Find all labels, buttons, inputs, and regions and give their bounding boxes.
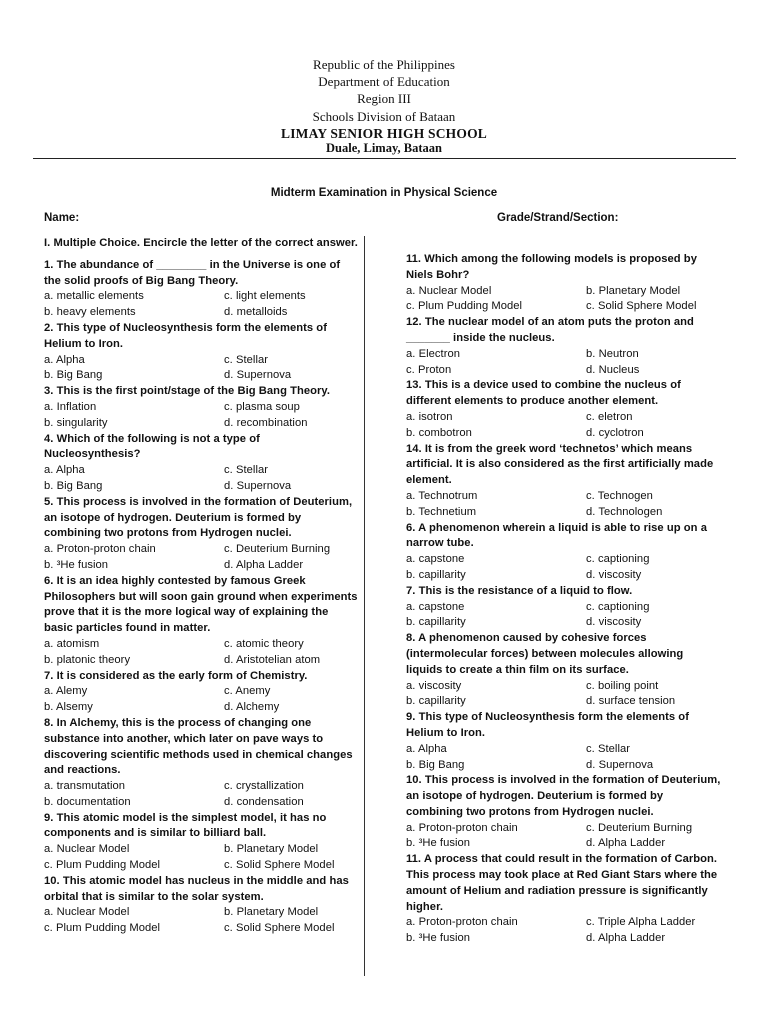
right-question-list bbox=[406, 252, 722, 947]
answer-option[interactable]: a. Alpha bbox=[44, 464, 85, 477]
name-label: Name: bbox=[44, 212, 80, 224]
answer-option[interactable]: a. Alemy bbox=[44, 685, 88, 698]
question-item bbox=[406, 521, 722, 584]
answer-options bbox=[44, 353, 358, 385]
header-line-1: Republic of the Philippines bbox=[313, 57, 455, 72]
answer-option[interactable]: a. Proton-proton chain bbox=[406, 916, 518, 929]
instructions: I. Multiple Choice. Encircle the letter of the correct answer. bbox=[44, 237, 358, 249]
answer-option[interactable]: a. Alpha bbox=[406, 742, 447, 755]
document-header bbox=[0, 56, 768, 156]
answer-options bbox=[406, 347, 722, 379]
answer-option[interactable]: c. Deuterium Burning bbox=[586, 821, 693, 834]
answer-option[interactable]: d. Supernova bbox=[224, 369, 292, 382]
header-line-4: Schools Division of Bataan bbox=[312, 108, 456, 124]
exam-title: Midterm Examination in Physical Science bbox=[270, 187, 498, 199]
answer-options bbox=[44, 842, 358, 874]
answer-options bbox=[44, 400, 358, 432]
question-text: 6. It is an idea highly contested by famous Greek Philosophers but will soon gain ground when experiments prove that it is the more logical way of explaining the basic particles found in matter. bbox=[44, 574, 358, 635]
answer-option[interactable]: c. Proton bbox=[406, 363, 452, 376]
answer-option[interactable]: d. Aristotelian atom bbox=[224, 653, 321, 666]
answer-option[interactable]: b. ³He fusion bbox=[406, 932, 471, 945]
question-item bbox=[44, 258, 358, 321]
answer-option[interactable]: b. combotron bbox=[406, 426, 472, 439]
answer-option[interactable]: c. captioning bbox=[586, 553, 650, 566]
answer-option[interactable]: d. Technologen bbox=[586, 505, 663, 518]
answer-option[interactable]: b. ³He fusion bbox=[44, 558, 109, 571]
answer-option[interactable]: a. metallic elements bbox=[44, 290, 144, 303]
question-item bbox=[406, 252, 722, 315]
answer-option[interactable]: c. Plum Pudding Model bbox=[406, 300, 523, 313]
answer-option[interactable]: d. Supernova bbox=[224, 479, 292, 492]
school-name: LIMAY SENIOR HIGH SCHOOL bbox=[281, 125, 487, 141]
answer-option[interactable]: a. capstone bbox=[406, 553, 465, 566]
header-line-3: Region III bbox=[357, 91, 411, 107]
header-line-2: Department of Education bbox=[318, 74, 450, 90]
answer-option[interactable]: d. Supernova bbox=[586, 758, 654, 771]
question-item bbox=[406, 584, 722, 631]
school-address: Duale, Limay, Bataan bbox=[326, 140, 442, 155]
answer-option[interactable]: c. boiling point bbox=[586, 679, 659, 692]
question-text: 8. In Alchemy, this is the process of changing one substance into another, which later on pave ways to discovering scientific methods used in chemical changes and reactions. bbox=[44, 716, 353, 777]
answer-options bbox=[406, 489, 722, 521]
answer-option[interactable]: c. captioning bbox=[586, 600, 650, 613]
answer-option[interactable]: c. light elements bbox=[224, 290, 306, 303]
answer-option[interactable]: c. Deuterium Burning bbox=[224, 543, 331, 556]
question-item bbox=[44, 874, 358, 937]
question-item bbox=[406, 852, 722, 947]
question-text: 9. This atomic model is the simplest model, it has no components and is similar to billiard ball. bbox=[44, 811, 327, 840]
answer-option[interactable]: b. Big Bang bbox=[44, 369, 103, 382]
answer-option[interactable]: d. Alpha Ladder bbox=[586, 932, 666, 945]
answer-option[interactable]: b. Big Bang bbox=[406, 758, 465, 771]
answer-option[interactable]: a. capstone bbox=[406, 600, 465, 613]
answer-option[interactable]: a. Nuclear Model bbox=[44, 906, 130, 919]
question-text: 10. This atomic model has nucleus in the middle and has orbital that is similar to the solar system. bbox=[44, 874, 349, 903]
answer-option[interactable]: d. viscosity bbox=[586, 568, 642, 581]
answer-option[interactable]: a. Proton-proton chain bbox=[44, 543, 156, 556]
answer-option[interactable]: b. documentation bbox=[44, 795, 131, 808]
answer-option[interactable]: c. eletron bbox=[586, 410, 633, 423]
question-item bbox=[406, 315, 722, 378]
question-item bbox=[406, 710, 722, 773]
answer-options bbox=[406, 284, 722, 316]
answer-options bbox=[406, 600, 722, 632]
answer-options bbox=[44, 684, 358, 716]
answer-option[interactable]: c. Stellar bbox=[224, 464, 269, 477]
question-text: 7. It is considered as the early form of Chemistry. bbox=[44, 669, 308, 682]
question-text: 11. Which among the following models is proposed by Niels Bohr? bbox=[406, 253, 697, 281]
question-item bbox=[44, 716, 358, 811]
question-text: 8. A phenomenon caused by cohesive forces (intermolecular forces) between molecules allowing liquids to create a thin film on its surface. bbox=[406, 632, 684, 676]
answer-option[interactable]: a. Nuclear Model bbox=[44, 843, 130, 856]
answer-option[interactable]: d. condensation bbox=[224, 795, 304, 808]
answer-options bbox=[44, 542, 358, 574]
answer-option[interactable]: a. Electron bbox=[406, 347, 461, 360]
question-text: 10. This process is involved in the formation of Deuterium, an isotope of hydrogen. Deuterium is formed by combining two protons from Hydrogen nuclei. bbox=[406, 774, 721, 818]
answer-option[interactable]: a. Nuclear Model bbox=[406, 284, 492, 297]
answer-option[interactable]: d. metalloids bbox=[224, 306, 288, 319]
question-text: 9. This type of Nucleosynthesis form the elements of Helium to Iron. bbox=[406, 711, 689, 739]
answer-option[interactable]: d. Nucleus bbox=[586, 363, 640, 376]
right-column bbox=[406, 252, 722, 947]
answer-option[interactable]: d. Alchemy bbox=[224, 701, 280, 714]
answer-option[interactable]: c. Technogen bbox=[586, 489, 653, 502]
question-text: 12. The nuclear model of an atom puts the proton and _______ inside the nucleus. bbox=[406, 316, 694, 344]
answer-option[interactable]: c. Solid Sphere Model bbox=[224, 859, 335, 872]
answer-option[interactable]: a. viscosity bbox=[406, 679, 462, 692]
question-text: 7. This is the resistance of a liquid to flow. bbox=[406, 584, 633, 597]
question-text: 4. Which of the following is not a type of Nucleosynthesis? bbox=[44, 432, 260, 461]
question-item bbox=[44, 321, 358, 384]
answer-options bbox=[44, 905, 358, 937]
answer-option[interactable]: a. atomism bbox=[44, 637, 100, 650]
answer-options bbox=[406, 552, 722, 584]
question-item bbox=[44, 574, 358, 669]
question-item bbox=[406, 773, 722, 852]
answer-options bbox=[406, 410, 722, 442]
answer-option[interactable]: b. Alsemy bbox=[44, 701, 93, 714]
answer-options bbox=[44, 779, 358, 811]
answer-option[interactable]: b. Technetium bbox=[406, 505, 477, 518]
answer-option[interactable]: b. Big Bang bbox=[44, 479, 103, 492]
question-text: 2. This type of Nucleosynthesis form the elements of Helium to Iron. bbox=[44, 321, 327, 350]
answer-option[interactable]: c. atomic theory bbox=[224, 637, 304, 650]
answer-option[interactable]: d. surface tension bbox=[586, 695, 676, 708]
answer-option[interactable]: c. Triple Alpha Ladder bbox=[586, 916, 696, 929]
question-text: 11. A process that could result in the formation of Carbon. This process may took place at Red Giant Stars where the amount of Helium and radiation pressure is significantly higher. bbox=[406, 853, 718, 913]
question-text: 13. This is a device used to combine the nucleus of different elements to produce another element. bbox=[406, 379, 681, 408]
answer-option[interactable]: b. ³He fusion bbox=[406, 837, 471, 850]
answer-options bbox=[44, 289, 358, 321]
answer-options bbox=[406, 742, 722, 774]
answer-option[interactable]: c. Plum Pudding Model bbox=[44, 922, 161, 935]
question-text: 3. This is the first point/stage of the Big Bang Theory. bbox=[44, 385, 331, 398]
question-item bbox=[44, 432, 358, 495]
question-text: 1. The abundance of ________ in the Universe is one of the solid proofs of Big Bang Theory. bbox=[44, 258, 341, 287]
question-item bbox=[44, 495, 358, 574]
answer-option[interactable]: a. Alpha bbox=[44, 353, 85, 366]
answer-option[interactable]: c. Plum Pudding Model bbox=[44, 859, 161, 872]
grade-strand-section-label: Grade/Strand/Section: bbox=[497, 212, 619, 224]
answer-option[interactable]: d. viscosity bbox=[586, 616, 642, 629]
answer-option[interactable]: b. platonic theory bbox=[44, 653, 131, 666]
question-item bbox=[44, 811, 358, 874]
question-item bbox=[44, 384, 358, 431]
question-item bbox=[44, 669, 358, 716]
answer-options bbox=[406, 679, 722, 711]
answer-option[interactable]: a. isotron bbox=[406, 410, 453, 423]
answer-options bbox=[44, 637, 358, 669]
answer-option[interactable]: c. crystallization bbox=[224, 780, 304, 793]
answer-option[interactable]: a. transmutation bbox=[44, 780, 126, 793]
answer-options bbox=[44, 463, 358, 495]
answer-options bbox=[406, 821, 722, 853]
answer-option[interactable]: b. Planetary Model bbox=[224, 843, 319, 856]
answer-option[interactable]: c. Anemy bbox=[224, 685, 271, 698]
question-text: 5. This process is involved in the formation of Deuterium, an isotope of hydrogen. Deuterium is formed by combining two protons from Hydrogen nuclei. bbox=[44, 495, 353, 540]
answer-option[interactable]: d. Alpha Ladder bbox=[224, 558, 304, 571]
answer-option[interactable]: b. capillarity bbox=[406, 695, 466, 708]
answer-option[interactable]: b. Neutron bbox=[586, 347, 639, 360]
answer-option[interactable]: a. Technotrum bbox=[406, 489, 478, 502]
question-item bbox=[406, 631, 722, 710]
answer-option[interactable]: c. Solid Sphere Model bbox=[224, 922, 335, 935]
answer-option[interactable]: d. recombination bbox=[224, 416, 308, 429]
answer-option[interactable]: b. Planetary Model bbox=[586, 284, 681, 297]
answer-option[interactable]: c. Stellar bbox=[224, 353, 269, 366]
answer-option[interactable]: c. Solid Sphere Model bbox=[586, 300, 697, 313]
header-divider bbox=[33, 158, 736, 159]
answer-option[interactable]: b. capillarity bbox=[406, 616, 466, 629]
answer-option[interactable]: c. Stellar bbox=[586, 742, 631, 755]
answer-option[interactable]: b. Planetary Model bbox=[224, 906, 319, 919]
answer-option[interactable]: b. heavy elements bbox=[44, 306, 136, 319]
column-divider bbox=[364, 236, 365, 976]
left-question-list bbox=[44, 258, 358, 937]
answer-option[interactable]: a. Inflation bbox=[44, 400, 97, 413]
answer-option[interactable]: a. Proton-proton chain bbox=[406, 821, 518, 834]
question-item bbox=[406, 442, 722, 521]
question-text: 6. A phenomenon wherein a liquid is able to rise up on a narrow tube. bbox=[406, 521, 707, 550]
answer-option[interactable]: d. Alpha Ladder bbox=[586, 837, 666, 850]
left-column bbox=[44, 236, 358, 937]
answer-option[interactable]: b. singularity bbox=[44, 416, 108, 429]
answer-options bbox=[406, 915, 722, 947]
question-text: 14. It is from the greek word ‘technetos’ which means artificial. It is also considered as the first artificially made element. bbox=[406, 442, 714, 487]
answer-option[interactable]: c. plasma soup bbox=[224, 400, 300, 413]
question-item bbox=[406, 378, 722, 441]
answer-option[interactable]: b. capillarity bbox=[406, 568, 466, 581]
answer-option[interactable]: d. cyclotron bbox=[586, 426, 644, 439]
